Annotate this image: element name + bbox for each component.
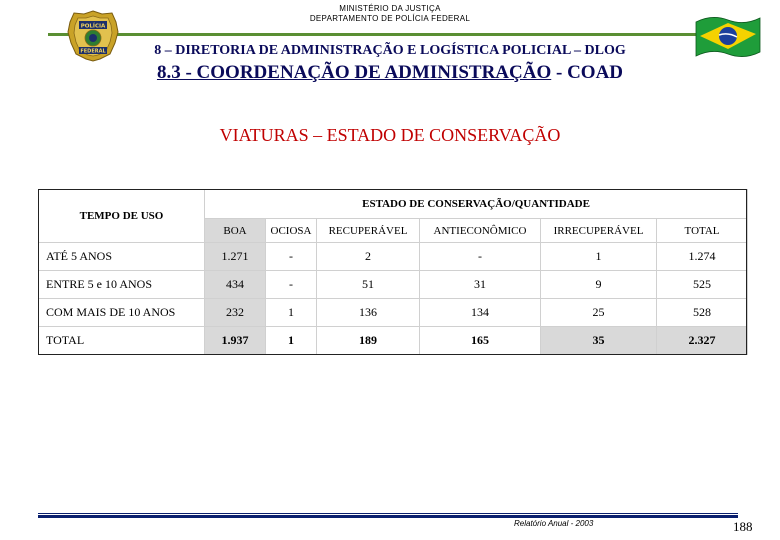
table-cell: 165 xyxy=(420,327,541,355)
department-name: DEPARTAMENTO DE POLÍCIA FEDERAL xyxy=(309,14,471,23)
table-row xyxy=(39,299,748,327)
table-cell: 1.937 xyxy=(205,327,266,355)
table-cell: 434 xyxy=(205,271,266,299)
table-cell: - xyxy=(420,243,541,271)
footer-rule-thin xyxy=(38,513,738,514)
table-cell: 35 xyxy=(541,327,657,355)
table-row xyxy=(39,243,748,271)
header-rule xyxy=(48,33,724,36)
table-cell: 1 xyxy=(541,243,657,271)
column-header: RECUPERÁVEL xyxy=(317,219,420,243)
table-cell: 1 xyxy=(266,299,317,327)
report-title: Relatório Anual - 2003 xyxy=(514,519,594,528)
table-cell: 9 xyxy=(541,271,657,299)
column-header: OCIOSA xyxy=(266,219,317,243)
row-label: ATÉ 5 ANOS xyxy=(39,243,205,271)
footer-rule xyxy=(38,515,738,518)
column-header: IRRECUPERÁVEL xyxy=(541,219,657,243)
table-cell: 528 xyxy=(657,299,748,327)
table-cell: 232 xyxy=(205,299,266,327)
total-row xyxy=(39,327,748,355)
ministry-name: MINISTÉRIO DA JUSTIÇA xyxy=(339,4,441,13)
coordination-suffix: - COAD xyxy=(551,62,624,83)
row-header: TEMPO DE USO xyxy=(39,190,205,243)
table-cell: 2 xyxy=(317,243,420,271)
coordination-heading xyxy=(0,62,780,84)
row-label: ENTRE 5 e 10 ANOS xyxy=(39,271,205,299)
table-cell: 134 xyxy=(420,299,541,327)
table-cell: 51 xyxy=(317,271,420,299)
department-heading: 8 – DIRETORIA DE ADMINISTRAÇÃO E LOGÍSTICA POLICIAL – DLOG xyxy=(154,43,626,58)
column-header: TOTAL xyxy=(657,219,748,243)
table-cell: 136 xyxy=(317,299,420,327)
svg-text:FEDERAL: FEDERAL xyxy=(80,48,106,55)
table-cell: 31 xyxy=(420,271,541,299)
table-cell: 189 xyxy=(317,327,420,355)
row-label: TOTAL xyxy=(39,327,205,355)
page-number: 188 xyxy=(733,519,753,534)
table-cell: 2.327 xyxy=(657,327,748,355)
vehicles-condition-table xyxy=(38,189,748,355)
coordination-main: 8.3 - COORDENAÇÃO DE ADMINISTRAÇÃO xyxy=(156,62,552,83)
table-cell: - xyxy=(266,271,317,299)
table-cell: 1.271 xyxy=(205,243,266,271)
column-header: ANTIECONÔMICO xyxy=(420,219,541,243)
table-cell: 525 xyxy=(657,271,748,299)
section-title: VIATURAS – ESTADO DE CONSERVAÇÃO xyxy=(219,125,561,145)
table-row xyxy=(39,271,748,299)
column-header: BOA xyxy=(205,219,266,243)
table-cell: 1.274 xyxy=(657,243,748,271)
group-header: ESTADO DE CONSERVAÇÃO/QUANTIDADE xyxy=(205,190,748,219)
table-cell: - xyxy=(266,243,317,271)
svg-text:POLÍCIA: POLÍCIA xyxy=(80,23,106,30)
table-cell: 1 xyxy=(266,327,317,355)
row-label: COM MAIS DE 10 ANOS xyxy=(39,299,205,327)
table-cell: 25 xyxy=(541,299,657,327)
